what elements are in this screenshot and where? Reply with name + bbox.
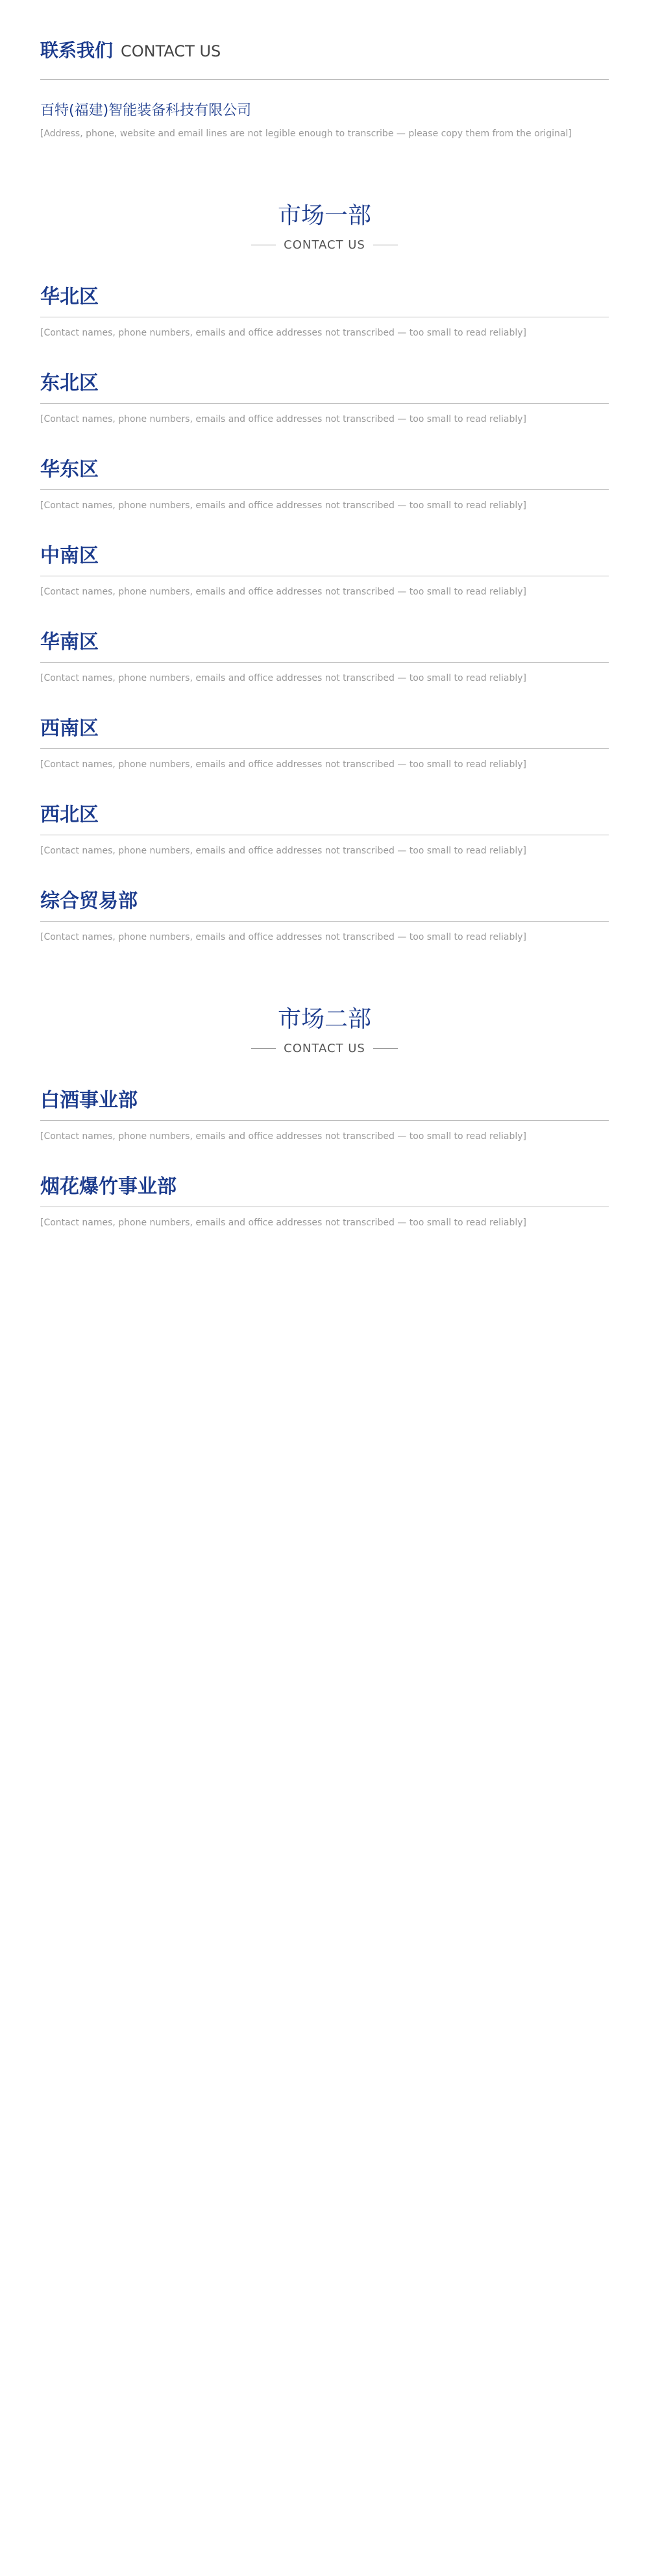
region-title: 华南区: [40, 631, 99, 654]
region-placeholder: [Contact names, phone numbers, emails and office addresses not transcribed — too small to read reliably]: [40, 328, 526, 338]
region-0: [40, 280, 609, 338]
region-placeholder: [Contact names, phone numbers, emails and office addresses not transcribed — too small to read reliably]: [40, 1218, 526, 1228]
region-8: [40, 1084, 609, 1142]
region-placeholder: [Contact names, phone numbers, emails and office addresses not transcribed — too small to read reliably]: [40, 414, 526, 424]
region-title: 西南区: [40, 717, 99, 740]
region-title: 中南区: [40, 545, 99, 567]
dept2-heading: 市场二部 CONTACT US: [40, 1001, 609, 1055]
region-title: 白酒事业部: [40, 1089, 138, 1112]
region-title: 华东区: [40, 458, 99, 481]
region-9: [40, 1170, 609, 1228]
region-placeholder: [Contact names, phone numbers, emails and office addresses not transcribed — too small to read reliably]: [40, 500, 526, 511]
region-1: [40, 367, 609, 424]
region-placeholder: [Contact names, phone numbers, emails and office addresses not transcribed — too small to read reliably]: [40, 587, 526, 597]
region-placeholder: [Contact names, phone numbers, emails and office addresses not transcribed — too small to read reliably]: [40, 673, 526, 683]
region-placeholder: [Contact names, phone numbers, emails and office addresses not transcribed — too small to read reliably]: [40, 759, 526, 770]
region-placeholder: [Contact names, phone numbers, emails and office addresses not transcribed — too small to read reliably]: [40, 932, 526, 942]
company-name: 百特(福建)智能装备科技有限公司: [40, 103, 252, 119]
region-title: 烟花爆竹事业部: [40, 1175, 177, 1198]
region-title: 西北区: [40, 803, 99, 826]
page-header: [40, 0, 609, 62]
region-7: [40, 885, 609, 942]
region-5: [40, 712, 609, 770]
region-placeholder: [Contact names, phone numbers, emails and office addresses not transcribed — too small to read reliably]: [40, 846, 526, 856]
region-6: [40, 798, 609, 856]
region-4: [40, 626, 609, 683]
region-title: 综合贸易部: [40, 890, 138, 913]
region-placeholder: [Contact names, phone numbers, emails and office addresses not transcribed — too small to read reliably]: [40, 1131, 526, 1142]
region-3: [40, 539, 609, 597]
region-title: 东北区: [40, 372, 99, 395]
dept1-heading: 市场一部 CONTACT US: [40, 197, 609, 252]
region-title: 华北区: [40, 286, 99, 308]
page-title: 联系我们 CONTACT US: [40, 40, 221, 61]
company-note: [Address, phone, website and email lines are not legible enough to transcribe — please copy them from the original]: [40, 129, 572, 139]
region-2: [40, 453, 609, 511]
